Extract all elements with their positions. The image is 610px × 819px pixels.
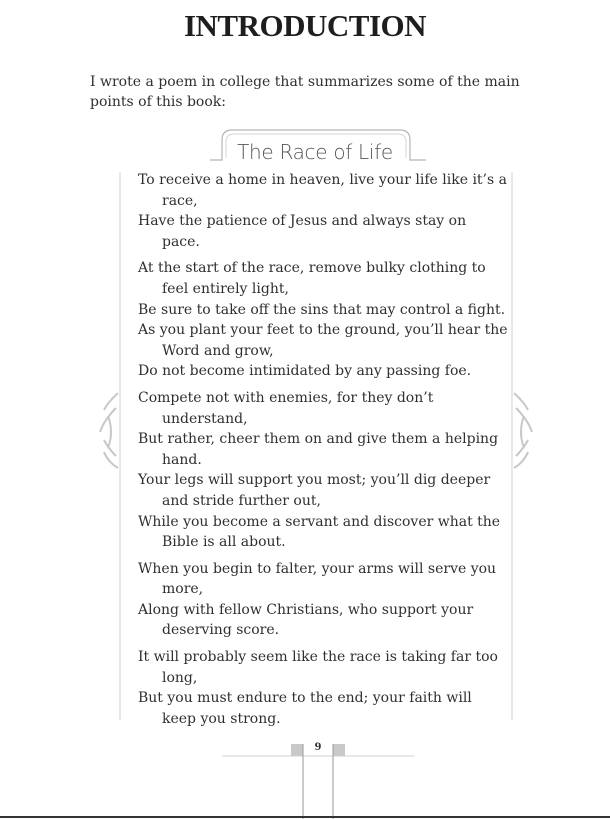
poem-stanza: [138, 559, 508, 641]
poem-line: But you must endure to the end; your faith will keep you strong.: [138, 690, 472, 727]
poem-body: [138, 170, 508, 735]
poem-line: Have the patience of Jesus and always stay on pace.: [138, 213, 467, 250]
poem-stanza: [138, 258, 508, 382]
poem-line: Your legs will support you most; you’ll dig deeper and stride further out,: [138, 472, 491, 509]
poem-line: While you become a servant and discover what the Bible is all about.: [138, 513, 501, 551]
poem-line: Compete not with enemies, for they don’t understand,: [138, 389, 434, 427]
page-number: 9: [314, 742, 322, 753]
poem-line: When you begin to falter, your arms will serve you more,: [138, 560, 497, 598]
poem-line: As you plant your feet to the ground, you’ll hear the Word and grow,: [138, 322, 508, 359]
intro-paragraph: I wrote a poem in college that summarizes some of the main points of this book:: [90, 74, 520, 110]
poem-line: Do not become intimidated by any passing foe.: [138, 363, 472, 380]
poem-line: Along with fellow Christians, who support your deserving score.: [138, 601, 474, 639]
poem-line: To receive a home in heaven, live your life like it’s a race,: [138, 172, 507, 209]
poem-title: The Race of Life: [237, 140, 393, 164]
poem-line: At the start of the race, remove bulky clothing to feel entirely light,: [138, 260, 486, 297]
poem-line: But rather, cheer them on and give them a helping hand.: [138, 431, 499, 468]
page-title: INTRODUCTION: [183, 8, 427, 43]
poem-stanza: [138, 388, 508, 553]
right-ornament: [514, 393, 532, 468]
poem-line: It will probably seem like the race is taking far too long,: [138, 649, 498, 686]
left-ornament: [100, 393, 118, 468]
poem-stanza: [138, 647, 508, 729]
poem-line: Be sure to take off the sins that may control a fight.: [138, 301, 506, 318]
poem-stanza: [138, 170, 508, 252]
